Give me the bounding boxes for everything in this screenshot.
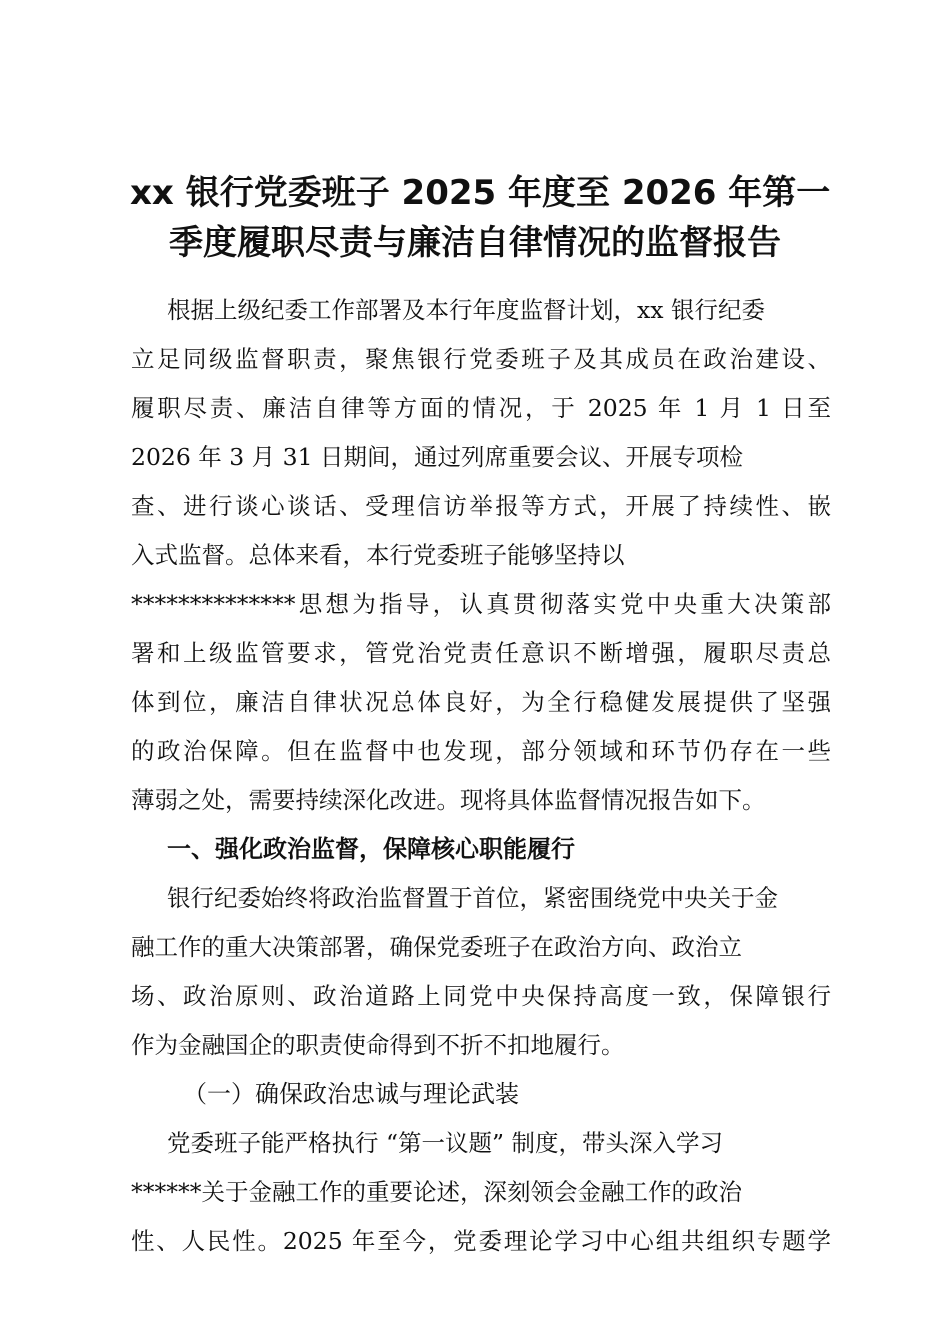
paragraph-line: ******关于金融工作的重要论述，深刻领会金融工作的政治 [131, 1178, 742, 1206]
paragraph-line: 入式监督。总体来看，本行党委班子能够坚持以 [131, 541, 625, 569]
paragraph-line: 署和上级监管要求，管党治党责任意识不断增强，履职尽责总 [131, 639, 831, 667]
paragraph-line: 查、进行谈心谈话、受理信访举报等方式，开展了持续性、嵌 [131, 492, 831, 520]
paragraph-line: 的政治保障。但在监督中也发现，部分领域和环节仍存在一些 [131, 737, 831, 765]
paragraph-line: 场、政治原则、政治道路上同党中央保持高度一致，保障银行 [131, 982, 831, 1010]
paragraph-line: 体到位，廉洁自律状况总体良好，为全行稳健发展提供了坚强 [131, 688, 831, 716]
subsection-heading: （一）确保政治忠诚与理论武装 [183, 1080, 519, 1108]
paragraph-line: 薄弱之处，需要持续深化改进。现将具体监督情况报告如下。 [131, 786, 766, 814]
section-heading-1: 一、强化政治监督，保障核心职能履行 [167, 835, 575, 863]
paragraph-line: 履职尽责、廉洁自律等方面的情况，于 2025 年 1 月 1 日至 [131, 394, 831, 422]
paragraph-line: 银行纪委始终将政治监督置于首位，紧密围绕党中央关于金 [167, 884, 778, 912]
document-title-line-1: xx 银行党委班子 2025 年度至 2026 年第一 [130, 173, 831, 213]
paragraph-line: 性、人民性。2025 年至今，党委理论学习中心组共组织专题学 [131, 1227, 831, 1255]
paragraph-line: 立足同级监督职责，聚焦银行党委班子及其成员在政治建设、 [131, 345, 831, 373]
paragraph-line: **************思想为指导，认真贯彻落实党中央重大决策部 [131, 590, 831, 618]
paragraph-line: 2026 年 3 月 31 日期间，通过列席重要会议、开展专项检 [131, 443, 744, 471]
paragraph-line: 根据上级纪委工作部署及本行年度监督计划，xx 银行纪委 [167, 296, 765, 324]
paragraph-line: 党委班子能严格执行 “第一议题” 制度，带头深入学习 [167, 1129, 723, 1157]
paragraph-line: 作为金融国企的职责使命得到不折不扣地履行。 [131, 1031, 625, 1059]
document-title-line-2: 季度履职尽责与廉洁自律情况的监督报告 [169, 223, 781, 263]
paragraph-line: 融工作的重大决策部署，确保党委班子在政治方向、政治立 [131, 933, 742, 961]
